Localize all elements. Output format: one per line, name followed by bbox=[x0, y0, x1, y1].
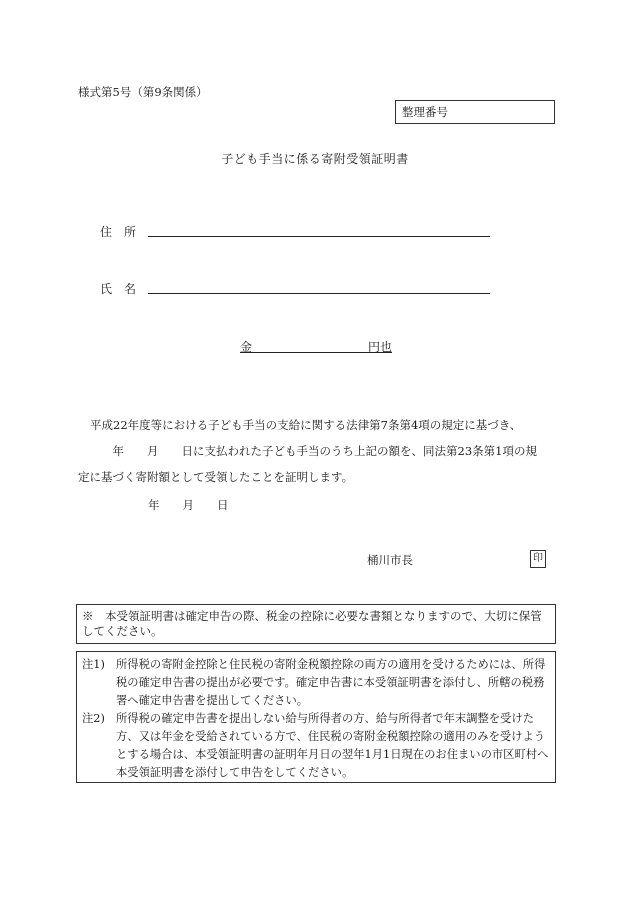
note-mark: 注2) bbox=[82, 712, 105, 725]
certification-statement bbox=[78, 412, 556, 490]
document-title: 子ども手当に係る寄附受領証明書 bbox=[221, 152, 409, 166]
name-line bbox=[148, 293, 490, 294]
form-number: 様式第5号（第9条関係） bbox=[78, 85, 208, 99]
serial-number-box bbox=[395, 100, 555, 124]
name-label: 氏 名 bbox=[100, 282, 137, 296]
amount-suffix: 円也 bbox=[368, 340, 393, 354]
statement-line-1: 平成22年度等における子ども手当の支給に関する法律第7条第4項の規定に基づき、 bbox=[90, 418, 522, 432]
statement-line-2: 年 月 日に支払われた子ども手当のうち上記の額を、同法第23条第1項の規 bbox=[78, 444, 537, 458]
address-label: 住 所 bbox=[100, 225, 137, 239]
note-text: 所得税の寄附金控除と住民税の寄附金税額控除の両方の適用を受けるためには、所得税の確定申告書の提出が必要です。確定申告書に本受領証明書を添付し、所轄の税務署へ確定申告書を提出してください。 bbox=[116, 658, 546, 707]
note-item bbox=[82, 710, 552, 782]
note-text: 所得税の確定申告書を提出しない給与所得者の方、給与所得者で年末調整を受けた方、又は年金を受給されている方で、住民税の寄附金税額控除の適用のみを受けようとする場合は、本受領証明書の証明年月日の翌年1月1日現在のお住まいの市区町村へ本受領証明書を添付して申告をしてください。 bbox=[116, 712, 549, 779]
statement-line-3: 定に基づく寄附額として受領したことを証明します。 bbox=[78, 470, 354, 484]
seal-label: 印 bbox=[533, 553, 543, 564]
issue-date: 年 月 日 bbox=[148, 498, 229, 512]
note-mark: 注1) bbox=[82, 658, 105, 671]
note-item bbox=[82, 656, 552, 710]
notice-text: ※ 本受領証明書は確定申告の際、税金の控除に必要な書類となりますので、大切に保管 してください。 bbox=[82, 609, 554, 638]
seal-stamp bbox=[530, 550, 546, 568]
mayor-title: 桶川市長 bbox=[367, 553, 413, 567]
amount-underline bbox=[240, 352, 392, 353]
notes-list bbox=[82, 656, 552, 782]
amount-prefix: 金 bbox=[240, 340, 253, 354]
address-line bbox=[148, 236, 490, 237]
serial-number-label: 整理番号 bbox=[402, 105, 448, 119]
